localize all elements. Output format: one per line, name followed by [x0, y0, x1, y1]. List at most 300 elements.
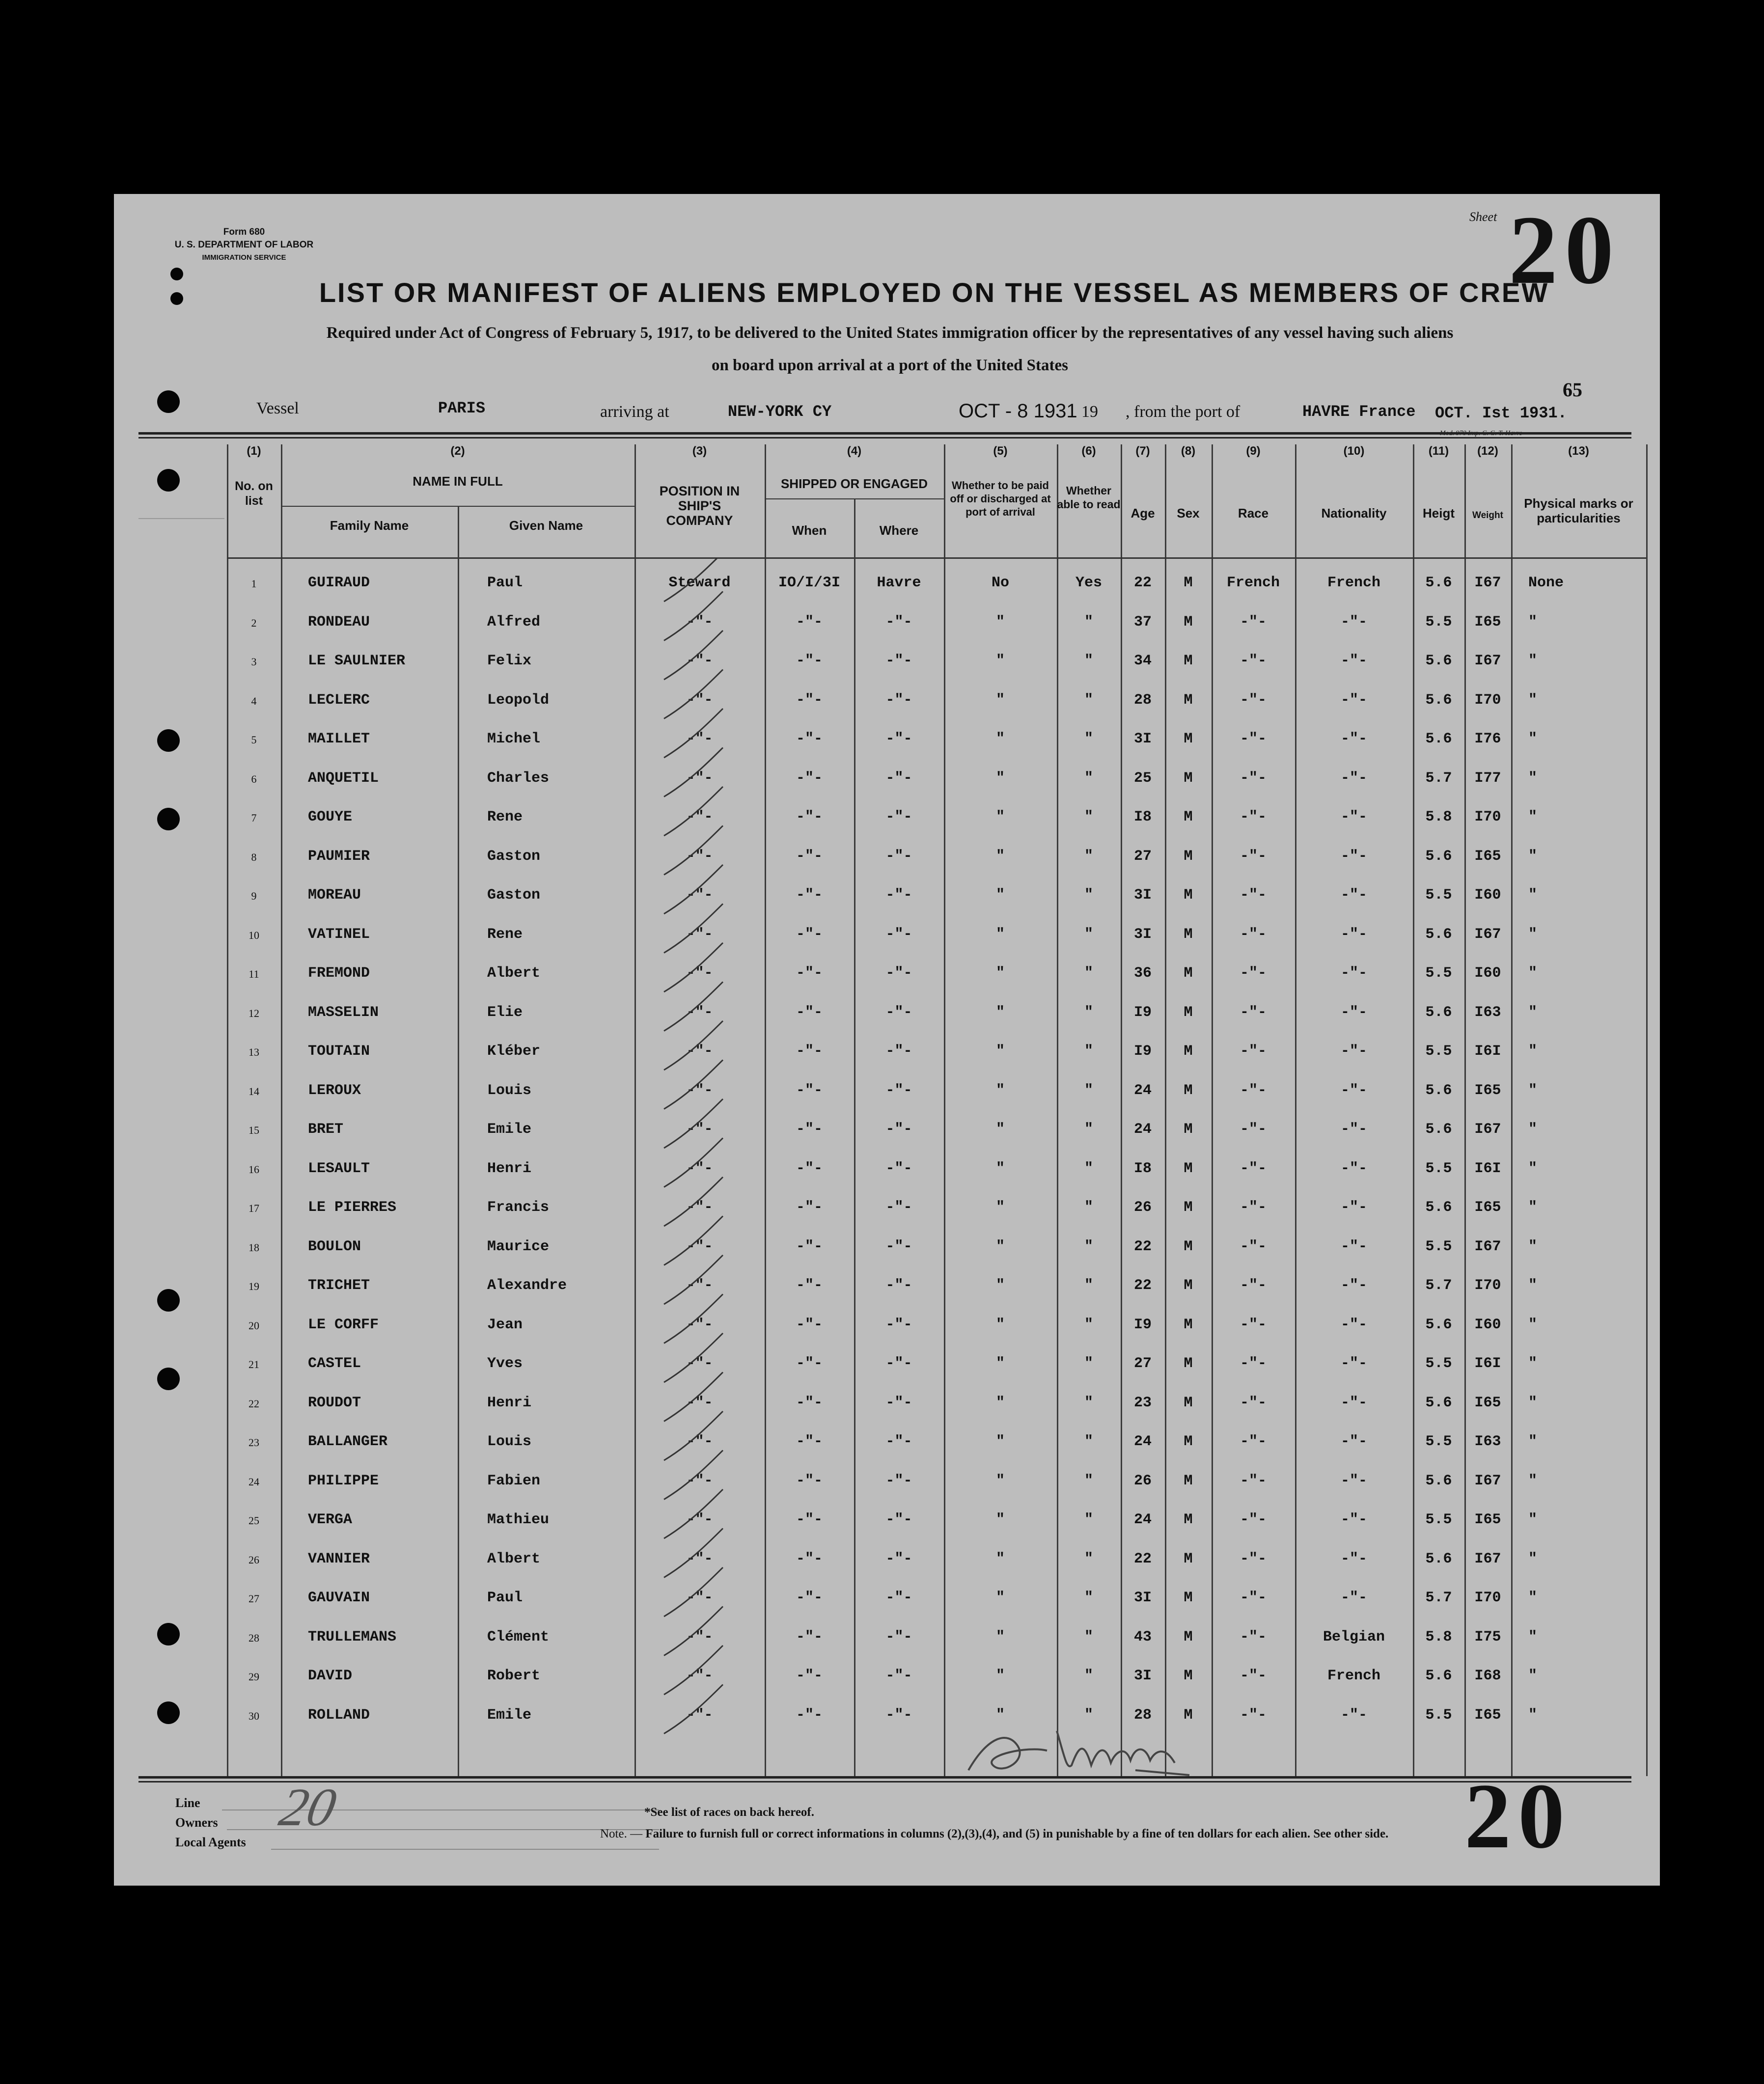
check-mark	[664, 1255, 723, 1304]
cell-given: Louis	[487, 1433, 532, 1450]
col2-number: (2)	[450, 444, 465, 458]
cell-race: -"-	[1240, 1433, 1267, 1450]
cell-weight: I65	[1474, 613, 1501, 631]
cell-given: Leopold	[487, 691, 550, 709]
cell-where: -"-	[885, 1511, 912, 1528]
punch-hole	[157, 1623, 180, 1645]
cell-no: 20	[248, 1319, 259, 1332]
cell-no: 16	[248, 1163, 259, 1176]
cell-family: VERGA	[308, 1511, 353, 1528]
cell-where: -"-	[885, 887, 912, 904]
cell-where: -"-	[885, 1160, 912, 1177]
col7-number: (7)	[1135, 444, 1150, 458]
cell-race: -"-	[1240, 1316, 1267, 1333]
cell-where: -"-	[885, 613, 912, 631]
cell-read: "	[1084, 1628, 1093, 1645]
cell-no: 2	[251, 616, 257, 629]
cell-nat: -"-	[1340, 848, 1367, 865]
cell-given: Paul	[487, 575, 523, 591]
cell-height: 5.7	[1425, 1277, 1452, 1294]
cell-age: 36	[1133, 965, 1152, 982]
cell-nat: French	[1327, 1668, 1381, 1684]
cell-paid: "	[995, 848, 1005, 865]
cell-age: 3I	[1133, 731, 1152, 747]
cell-no: 1	[251, 577, 257, 590]
cell-race: -"-	[1240, 1706, 1267, 1724]
cell-read: "	[1084, 1082, 1093, 1099]
cell-weight: I60	[1474, 965, 1501, 982]
cell-age: 22	[1133, 575, 1152, 591]
cell-read: "	[1084, 1550, 1093, 1567]
departure-date: OCT. Ist 1931.	[1435, 404, 1567, 422]
cell-race: -"-	[1240, 1238, 1267, 1255]
cell-sex: M	[1184, 926, 1193, 943]
cell-height: 5.5	[1425, 613, 1452, 631]
cell-age: 3I	[1133, 926, 1152, 943]
cell-when: -"-	[796, 1433, 823, 1450]
cell-read: "	[1084, 731, 1093, 747]
cell-no: 7	[251, 812, 257, 824]
cell-race: -"-	[1240, 965, 1267, 982]
cell-given: Rene	[487, 926, 523, 943]
cell-position: -"-	[686, 1160, 713, 1177]
cell-when: -"-	[796, 1511, 823, 1528]
cell-sex: M	[1184, 1511, 1193, 1528]
cell-height: 5.8	[1425, 809, 1452, 825]
cell-paid: "	[995, 1590, 1005, 1606]
sheet-number-bottom: 20	[1464, 1765, 1571, 1868]
cell-height: 5.6	[1425, 1550, 1452, 1567]
cell-family: LE PIERRES	[308, 1199, 397, 1216]
col10-number: (10)	[1343, 444, 1365, 458]
cell-where: -"-	[885, 1628, 912, 1645]
cell-where: -"-	[885, 1316, 912, 1333]
cell-sex: M	[1184, 809, 1193, 825]
cell-position: -"-	[686, 613, 713, 631]
cell-read: "	[1084, 1004, 1093, 1021]
cell-read: "	[1084, 613, 1093, 631]
cell-marks: "	[1528, 731, 1538, 747]
check-mark	[664, 557, 723, 602]
cell-nat: -"-	[1340, 887, 1367, 904]
col4-header: SHIPPED OR ENGAGED	[780, 476, 928, 491]
cell-given: Michel	[487, 731, 541, 747]
cell-position: -"-	[686, 1277, 713, 1294]
cell-paid: "	[995, 1706, 1005, 1724]
col11-header: Heigt	[1423, 506, 1455, 521]
col2a-header: Family Name	[330, 518, 409, 533]
cell-weight: I67	[1474, 575, 1501, 591]
cell-age: 24	[1133, 1511, 1152, 1528]
cell-nat: -"-	[1340, 1472, 1367, 1489]
cell-no: 10	[248, 929, 259, 941]
cell-read: "	[1084, 809, 1093, 825]
cell-no: 23	[248, 1436, 259, 1449]
cell-given: Henri	[487, 1394, 532, 1411]
cell-when: -"-	[796, 731, 823, 747]
cell-marks: "	[1528, 1590, 1538, 1606]
cell-family: GUIRAUD	[308, 575, 370, 591]
cell-age: 28	[1133, 691, 1152, 709]
cell-marks: "	[1528, 965, 1538, 982]
cell-given: Kléber	[487, 1043, 541, 1060]
col3-header: POSITION IN SHIP'S COMPANY	[659, 484, 740, 528]
check-mark	[664, 1333, 723, 1382]
table-column-line	[1646, 444, 1648, 1776]
cell-nat: -"-	[1340, 1550, 1367, 1567]
cell-when: -"-	[796, 1004, 823, 1021]
departure-port: HAVRE France	[1302, 403, 1416, 421]
cell-age: 3I	[1133, 1668, 1152, 1684]
cell-paid: "	[995, 1160, 1005, 1177]
cell-sex: M	[1184, 887, 1193, 904]
cell-when: -"-	[796, 1277, 823, 1294]
cell-given: Yves	[487, 1355, 523, 1372]
cell-given: Francis	[487, 1199, 550, 1216]
col10-header: Nationality	[1321, 506, 1387, 521]
cell-sex: M	[1184, 1550, 1193, 1567]
cell-when: -"-	[796, 1550, 823, 1567]
cell-position: -"-	[686, 1511, 713, 1528]
cell-when: IO/I/3I	[778, 575, 841, 591]
cell-when: -"-	[796, 1394, 823, 1411]
cell-family: CASTEL	[308, 1355, 361, 1372]
cell-sex: M	[1184, 1706, 1193, 1724]
col12-number: (12)	[1477, 444, 1498, 458]
bottom-rule	[138, 1776, 1631, 1779]
cell-given: Albert	[487, 965, 541, 982]
cell-sex: M	[1184, 1004, 1193, 1021]
agents-field	[271, 1849, 659, 1850]
cell-where: -"-	[885, 848, 912, 865]
cell-sex: M	[1184, 848, 1193, 865]
cell-position: -"-	[686, 848, 713, 865]
cell-sex: M	[1184, 1628, 1193, 1645]
header-bottom-line	[227, 557, 1646, 559]
cell-position: -"-	[686, 1004, 713, 1021]
check-mark	[664, 1567, 723, 1617]
cell-weight: I6I	[1474, 1160, 1501, 1177]
cell-position: -"-	[686, 1706, 713, 1724]
check-mark	[664, 1529, 723, 1578]
cell-nat: -"-	[1340, 1004, 1367, 1021]
cell-marks: "	[1528, 769, 1538, 787]
bottom-rule-thin	[138, 1781, 1631, 1782]
cell-position: -"-	[686, 965, 713, 982]
cell-nat: -"-	[1340, 1316, 1367, 1333]
cell-race: -"-	[1240, 1394, 1267, 1411]
cell-race: -"-	[1240, 887, 1267, 904]
check-mark	[664, 1489, 723, 1538]
table-column-line	[1511, 444, 1513, 1776]
cell-when: -"-	[796, 1472, 823, 1489]
check-mark	[664, 709, 723, 758]
punch-hole	[170, 292, 183, 305]
handwritten-line-number: 20	[275, 1777, 342, 1837]
cell-position: -"-	[686, 1316, 713, 1333]
cell-paid: "	[995, 691, 1005, 709]
cell-age: 26	[1133, 1472, 1152, 1489]
cell-where: -"-	[885, 1004, 912, 1021]
cell-when: -"-	[796, 1668, 823, 1684]
cell-race: French	[1226, 575, 1280, 591]
cell-family: TRULLEMANS	[308, 1628, 397, 1645]
cell-given: Emile	[487, 1706, 532, 1724]
cell-height: 5.8	[1425, 1628, 1452, 1645]
cell-where: -"-	[885, 1433, 912, 1450]
cell-paid: "	[995, 1238, 1005, 1255]
cell-given: Alexandre	[487, 1277, 567, 1294]
check-mark	[664, 1372, 723, 1422]
check-mark	[664, 1294, 723, 1344]
cell-height: 5.6	[1425, 926, 1452, 943]
cell-no: 15	[248, 1124, 259, 1136]
cell-no: 21	[248, 1358, 259, 1371]
cell-race: -"-	[1240, 926, 1267, 943]
cell-age: I9	[1133, 1316, 1152, 1333]
cell-weight: I67	[1474, 1121, 1501, 1138]
cell-marks: "	[1528, 1004, 1538, 1021]
cell-marks: "	[1528, 1355, 1538, 1372]
cell-when: -"-	[796, 1043, 823, 1060]
cell-family: DAVID	[308, 1668, 353, 1684]
cell-family: LECLERC	[308, 691, 370, 709]
cell-sex: M	[1184, 1316, 1193, 1333]
cell-position: -"-	[686, 1238, 713, 1255]
cell-paid: "	[995, 1082, 1005, 1099]
cell-read: "	[1084, 1433, 1093, 1450]
cell-paid: "	[995, 1043, 1005, 1060]
cell-read: "	[1084, 653, 1093, 669]
cell-height: 5.7	[1425, 769, 1452, 787]
cell-given: Maurice	[487, 1238, 550, 1255]
note-label: Note. —	[600, 1827, 643, 1840]
cell-nat: -"-	[1340, 1394, 1367, 1411]
table-column-line	[1413, 444, 1414, 1776]
sheet-number: 20	[1509, 196, 1621, 304]
cell-given: Robert	[487, 1668, 541, 1684]
form-header	[163, 226, 325, 264]
table-column-line	[1212, 444, 1213, 1776]
cell-height: 5.5	[1425, 1355, 1452, 1372]
col12-header: Weight	[1472, 510, 1503, 521]
cell-nat: -"-	[1340, 1590, 1367, 1606]
check-mark	[664, 748, 723, 797]
cell-height: 5.6	[1425, 575, 1452, 591]
from-port-label: , from the port of	[1126, 403, 1240, 421]
manifest-sheet	[114, 194, 1660, 1886]
cell-sex: M	[1184, 1160, 1193, 1177]
cell-paid: "	[995, 769, 1005, 787]
cell-when: -"-	[796, 848, 823, 865]
cell-given: Mathieu	[487, 1511, 550, 1528]
col2-header: NAME IN FULL	[413, 474, 503, 489]
cell-age: 27	[1133, 1355, 1152, 1372]
cell-family: FREMOND	[308, 965, 370, 982]
cell-nat: -"-	[1340, 1433, 1367, 1450]
col5-number: (5)	[993, 444, 1008, 458]
cell-sex: M	[1184, 1121, 1193, 1138]
cell-when: -"-	[796, 1316, 823, 1333]
cell-race: -"-	[1240, 1550, 1267, 1567]
cell-position: -"-	[686, 1433, 713, 1450]
cell-family: LE SAULNIER	[308, 653, 406, 669]
cell-family: ROUDOT	[308, 1394, 361, 1411]
cell-paid: "	[995, 809, 1005, 825]
requirement-line-1: Required under Act of Congress of February 5, 1917, to be delivered to the United States immigration officer by the representatives of any vessel having such aliens	[326, 324, 1454, 342]
cell-marks: "	[1528, 653, 1538, 669]
cell-when: -"-	[796, 1160, 823, 1177]
cell-marks: None	[1528, 575, 1564, 591]
punch-hole	[157, 1289, 180, 1312]
cell-marks: "	[1528, 1160, 1538, 1177]
cell-race: -"-	[1240, 1199, 1267, 1216]
cell-where: -"-	[885, 1590, 912, 1606]
check-marks	[634, 557, 782, 1736]
punch-hole	[157, 1701, 180, 1724]
punch-hole	[157, 729, 180, 752]
cell-family: RONDEAU	[308, 613, 370, 631]
cell-nat: -"-	[1340, 1706, 1367, 1724]
cell-sex: M	[1184, 1199, 1193, 1216]
cell-marks: "	[1528, 1706, 1538, 1724]
cell-weight: I65	[1474, 1706, 1501, 1724]
cell-paid: No	[991, 575, 1009, 591]
cell-no: 3	[251, 656, 257, 668]
check-mark	[664, 865, 723, 914]
cell-no: 14	[248, 1085, 259, 1097]
cell-when: -"-	[796, 887, 823, 904]
cell-sex: M	[1184, 613, 1193, 631]
check-mark	[664, 1451, 723, 1500]
cell-given: Henri	[487, 1160, 532, 1177]
cell-age: I9	[1133, 1004, 1152, 1021]
sheet-label: Sheet	[1469, 210, 1497, 224]
col6-header: Whether able to read	[1057, 484, 1121, 511]
cell-age: 24	[1133, 1082, 1152, 1099]
cell-weight: I70	[1474, 691, 1501, 709]
punch-hole	[170, 268, 183, 280]
cell-position: -"-	[686, 1121, 713, 1138]
cell-where: -"-	[885, 769, 912, 787]
cell-nat: -"-	[1340, 613, 1367, 631]
cell-height: 5.5	[1425, 1433, 1452, 1450]
cell-sex: M	[1184, 1238, 1193, 1255]
cell-age: I9	[1133, 1043, 1152, 1060]
cell-height: 5.6	[1425, 1472, 1452, 1489]
owners-label: Owners	[175, 1815, 218, 1830]
cell-no: 26	[248, 1553, 259, 1566]
cell-marks: "	[1528, 1472, 1538, 1489]
cell-weight: I65	[1474, 1511, 1501, 1528]
cell-sex: M	[1184, 1043, 1193, 1060]
cell-race: -"-	[1240, 1004, 1267, 1021]
cell-family: BALLANGER	[308, 1433, 388, 1450]
local-agents-label: Local Agents	[175, 1835, 246, 1849]
cell-position: -"-	[686, 1043, 713, 1060]
cell-paid: "	[995, 1394, 1005, 1411]
cell-sex: M	[1184, 1277, 1193, 1294]
cell-read: "	[1084, 926, 1093, 943]
cell-nat: -"-	[1340, 926, 1367, 943]
cell-age: 3I	[1133, 1590, 1152, 1606]
arriving-port: NEW-YORK CY	[728, 403, 832, 421]
cell-read: Yes	[1075, 575, 1102, 591]
cell-marks: "	[1528, 1316, 1538, 1333]
top-rule	[138, 432, 1631, 435]
cell-position: -"-	[686, 1550, 713, 1567]
cell-nat: -"-	[1340, 691, 1367, 709]
cell-nat: -"-	[1340, 1082, 1367, 1099]
cell-weight: I70	[1474, 1277, 1501, 1294]
cell-no: 17	[248, 1202, 259, 1214]
cell-race: -"-	[1240, 848, 1267, 865]
cell-nat: -"-	[1340, 1043, 1367, 1060]
cell-paid: "	[995, 1550, 1005, 1567]
cell-height: 5.6	[1425, 1668, 1452, 1684]
cell-height: 5.6	[1425, 1082, 1452, 1099]
cell-paid: "	[995, 1004, 1005, 1021]
cell-position: -"-	[686, 1199, 713, 1216]
cell-marks: "	[1528, 1121, 1538, 1138]
check-mark	[664, 1177, 723, 1226]
cell-no: 8	[251, 850, 257, 863]
cell-weight: I6I	[1474, 1355, 1501, 1372]
cell-given: Alfred	[487, 613, 541, 631]
cell-height: 5.6	[1425, 1316, 1452, 1333]
cell-position: -"-	[686, 1628, 713, 1645]
table-column-line	[1057, 444, 1058, 1776]
cell-weight: I63	[1474, 1433, 1501, 1450]
cell-read: "	[1084, 848, 1093, 865]
col9-header: Race	[1238, 506, 1269, 521]
cell-age: I8	[1133, 809, 1152, 825]
cell-when: -"-	[796, 1082, 823, 1099]
punch-hole	[157, 390, 180, 413]
cell-sex: M	[1184, 1394, 1193, 1411]
cell-where: -"-	[885, 1668, 912, 1684]
cell-race: -"-	[1240, 1277, 1267, 1294]
cell-given: Fabien	[487, 1472, 541, 1489]
cell-race: -"-	[1240, 1590, 1267, 1606]
cell-family: GOUYE	[308, 809, 353, 825]
cell-nat: -"-	[1340, 769, 1367, 787]
cell-weight: I67	[1474, 926, 1501, 943]
cell-when: -"-	[796, 1355, 823, 1372]
cell-position: -"-	[686, 926, 713, 943]
cell-read: "	[1084, 1511, 1093, 1528]
cell-family: BOULON	[308, 1238, 361, 1255]
cell-race: -"-	[1240, 1082, 1267, 1099]
cell-family: MASSELIN	[308, 1004, 379, 1021]
cell-age: 22	[1133, 1550, 1152, 1567]
cell-read: "	[1084, 1199, 1093, 1216]
cell-race: -"-	[1240, 731, 1267, 747]
cell-read: "	[1084, 1160, 1093, 1177]
cell-no: 6	[251, 772, 257, 785]
cell-weight: I67	[1474, 1550, 1501, 1567]
cell-race: -"-	[1240, 1121, 1267, 1138]
cell-height: 5.7	[1425, 1590, 1452, 1606]
cell-marks: "	[1528, 809, 1538, 825]
cell-position: Steward	[668, 575, 731, 591]
cell-marks: "	[1528, 1628, 1538, 1645]
cell-race: -"-	[1240, 1511, 1267, 1528]
requirement-line-2: on board upon arrival at a port of the United States	[711, 356, 1069, 374]
cell-marks: "	[1528, 1511, 1538, 1528]
cell-read: "	[1084, 1238, 1093, 1255]
cell-given: Rene	[487, 809, 523, 825]
